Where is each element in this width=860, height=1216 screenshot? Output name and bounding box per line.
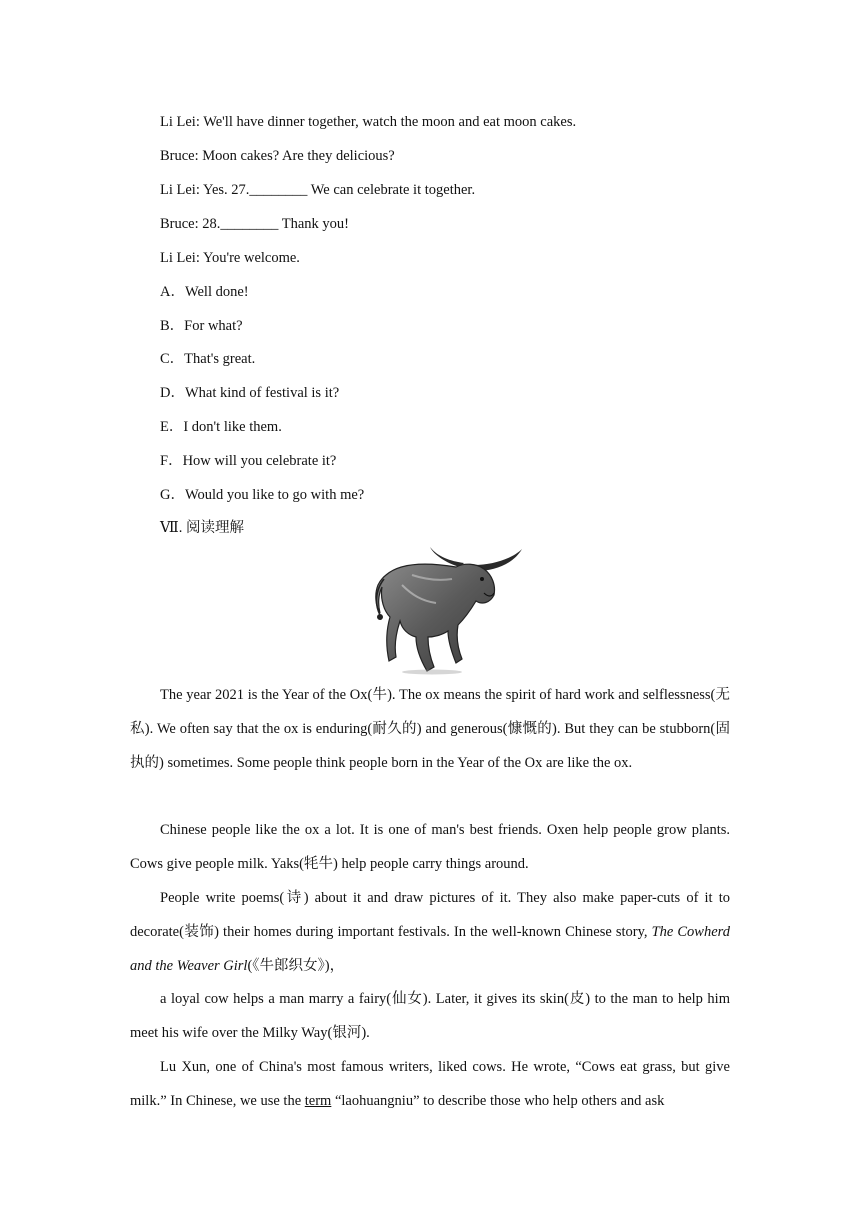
dialogue-line: Li Lei: You're welcome. [160,250,300,266]
option-d: D．What kind of festival is it? [160,385,340,401]
ox-illustration-icon [372,545,524,675]
dialogue-line: Bruce: Moon cakes? Are they delicious? [160,148,395,164]
option-f: F．How will you celebrate it? [160,453,337,469]
option-b: B．For what? [160,318,243,334]
option-a: A．Well done! [160,284,249,300]
passage-text: (《牛郎织女》)， [247,957,345,974]
dialogue-line: Li Lei: We'll have dinner together, watch the moon and eat moon cakes. [160,114,577,130]
dialogue-line: Li Lei: Yes. 27.________ We can celebrate it together. [160,182,476,198]
section-title: Ⅶ. 阅读理解 [160,520,244,536]
passage-paragraph-2: Chinese people like the ox a lot. It is one of man's best friends. Oxen help people grow plants. Cows give people milk. Yaks(牦牛) help people carry things around. [130,822,730,872]
story-title: The Cowherd and the Weaver Girl [130,923,730,974]
dialogue-line: Bruce: 28.________ Thank you! [160,216,350,232]
passage-paragraph-1: The year 2021 is the Year of the Ox(牛). The ox means the spirit of hard work and selflessness(无私). We often say that the ox is enduring(耐久的) and generous(慷慨的). But they can be stubborn(固执的) sometimes. Some people think people born in the Year of the Ox are like the ox. [130,687,730,771]
passage-paragraph-4: a loyal cow helps a man marry a fairy(仙女). Later, it gives its skin(皮) to the man to help him meet his wife over the Milky Way(银河). [130,991,730,1041]
option-e: E．I don't like them. [160,419,282,435]
option-c: C．That's great. [160,351,256,367]
passage-text: Lu Xun, one of China's most famous writers, liked cows. He wrote, “Cows eat grass, but give milk.” In Chinese, we use the [130,1059,730,1109]
option-g: G．Would you like to go with me? [160,487,365,503]
passage-paragraph-5 [130,1051,730,1119]
passage-paragraph-3 [130,882,730,983]
underlined-term: term [304,1092,332,1109]
passage-text: “laohuangniu” to describe those who help others and ask [331,1092,665,1109]
passage-text: People write poems(诗) about it and draw pictures of it. They also make paper-cuts of it to decorate(装饰) their homes during important festivals. In the well-known Chinese story, [130,890,730,940]
